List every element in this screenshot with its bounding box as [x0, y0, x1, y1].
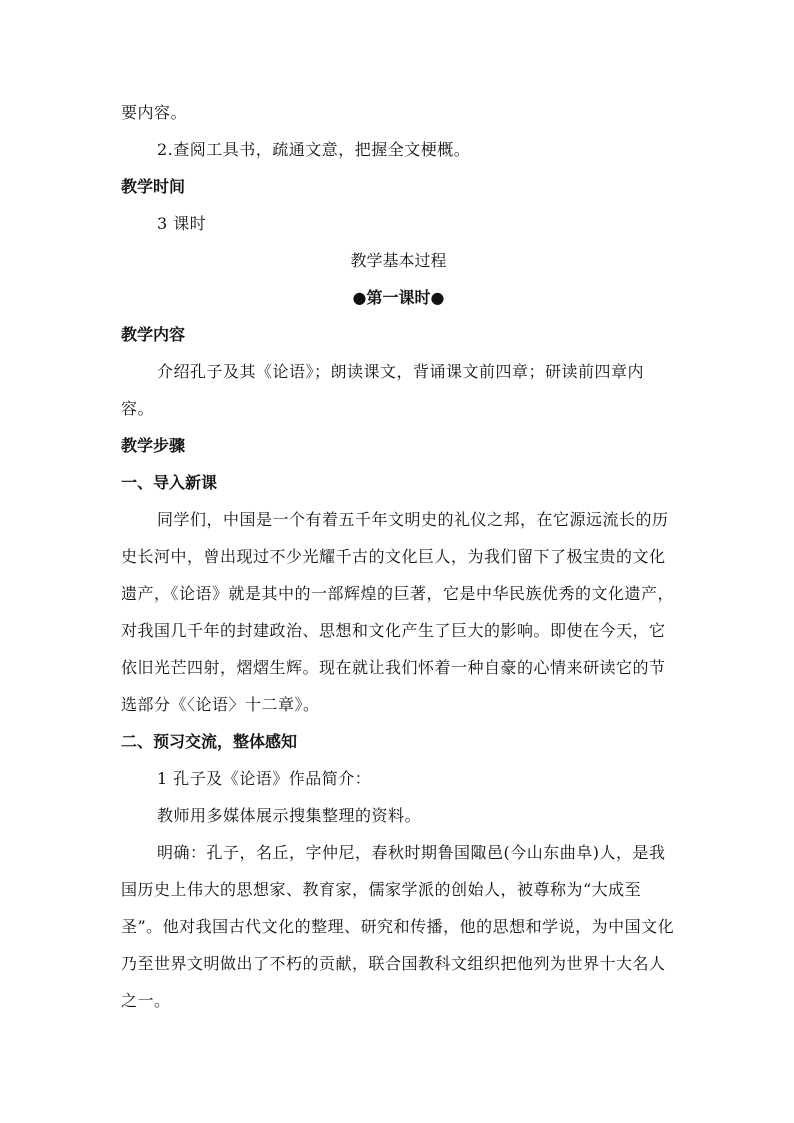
heading-teaching-content: 教学内容 — [121, 325, 186, 344]
heading-step-introduction: 一、导入新课 — [121, 473, 218, 492]
paragraph-introduction: 同学们，中国是一个有着五千年文明史的礼仪之邦，在它源远流长的历史长河中，曾出现过不少光耀千古的文化巨人，为我们留下了极宝贵的文化遗产，《论语》就是其中的一部辉煌的巨著，它是中华民族优秀的文化遗产，对我国几千年的封建政治、思想和文化产生了巨大的影响。即使在今天，它依旧光芒四射，熠熠生辉。现在就让我们怀着一种自豪的心情来研读它的节选部分《〈论语〉十二章》。 — [121, 510, 675, 714]
heading-teaching-time: 教学时间 — [121, 177, 186, 196]
paragraph-continuation: 要内容。 — [121, 103, 188, 122]
paragraph-objective-2: 2.查阅工具书，疏通文意，把握全文梗概。 — [157, 140, 471, 159]
document-body — [121, 94, 676, 1019]
title-first-lesson: ●第一课时● — [352, 288, 445, 307]
paragraph-class-hours: 3 课时 — [157, 214, 207, 233]
paragraph-intro-confucius: 1 孔子及《论语》作品简介： — [157, 769, 372, 788]
heading-step-preview: 二、预习交流，整体感知 — [121, 732, 298, 751]
title-teaching-process: 教学基本过程 — [350, 251, 447, 270]
paragraph-confucius-bio: 明确：孔子，名丘，字仲尼，春秋时期鲁国陬邑(今山东曲阜)人，是我国历史上伟大的思想家、教育家，儒家学派的创始人，被尊称为“大成至圣”。他对我国古代文化的整理、研究和传播，他的思想和学说，为中国文化乃至世界文明做出了不朽的贡献，联合国教科文组织把他列为世界十大名人之一。 — [121, 843, 675, 1010]
paragraph-multimedia: 教师用多媒体展示搜集整理的资料。 — [157, 806, 422, 825]
paragraph-teaching-content: 介绍孔子及其《论语》；朗读课文，背诵课文前四章；研读前四章内容。 — [121, 362, 645, 418]
heading-teaching-steps: 教学步骤 — [121, 436, 186, 455]
